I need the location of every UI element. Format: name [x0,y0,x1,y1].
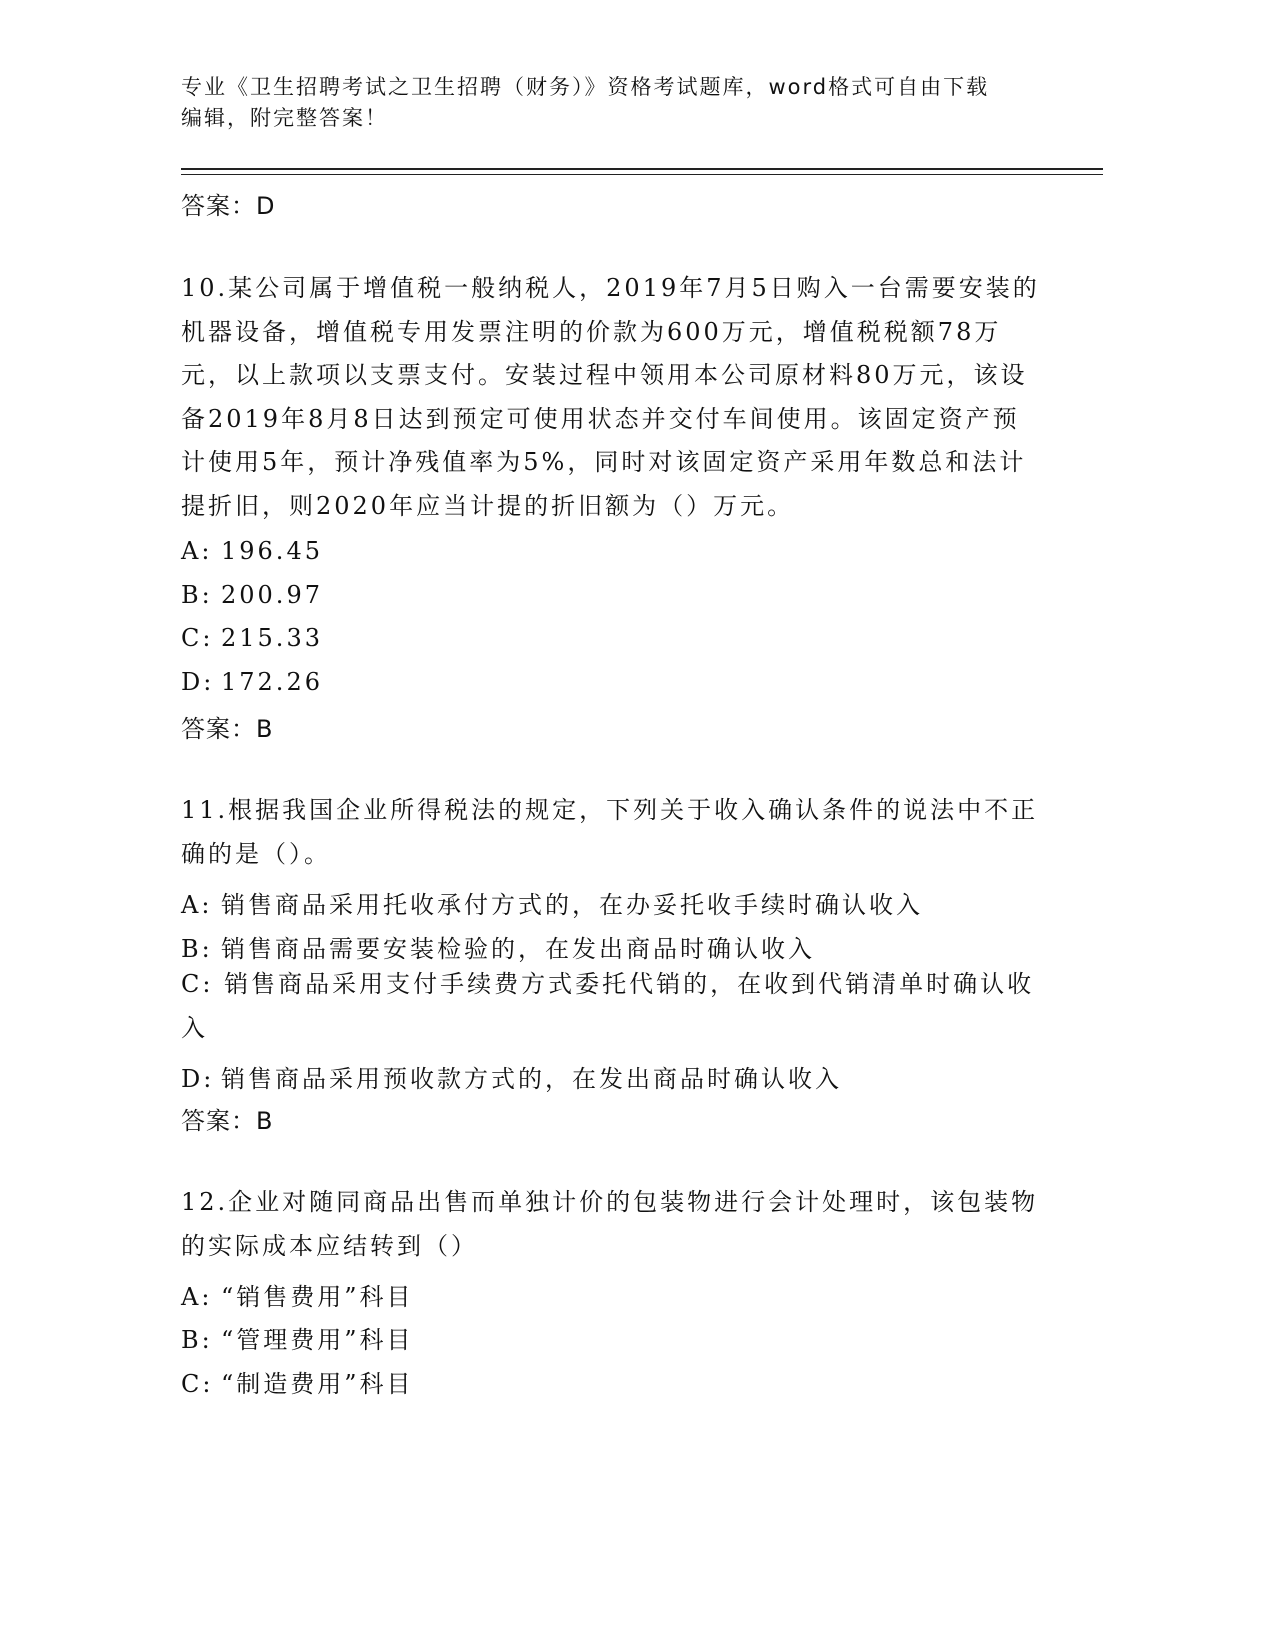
option-key: C: [181,624,214,652]
option-text: 196.45 [221,537,323,565]
option-key: A: [181,891,213,919]
option-text: 销售商品采用预收款方式的，在发出商品时确认收入 [221,1065,842,1093]
option-key: B: [181,935,213,963]
option-text: 172.26 [221,668,323,696]
option-key: A: [181,1283,213,1311]
header-line-1: 专业《卫生招聘考试之卫生招聘（财务）》资格考试题库，word格式可自由下载 [181,75,990,99]
question-11-option-a [181,885,923,920]
question-12-option-a [181,1277,414,1312]
header-line-2: 编辑，附完整答案！ [181,106,388,130]
option-text: “销售费用”科目 [221,1283,414,1311]
question-12-option-c [181,1364,414,1399]
header-rule-thin [181,174,1103,175]
question-10-option-b [181,581,323,609]
option-key: B: [181,581,213,609]
option-key: D: [181,1065,215,1093]
document-header [181,72,1041,134]
question-10-option-c [181,624,323,652]
question-10-option-d [181,668,323,696]
option-key: B: [181,1326,213,1354]
question-12-stem: 12.企业对随同商品出售而单独计价的包装物进行会计处理时，该包装物的实际成本应结转到（） [181,1188,1039,1260]
option-key: A: [181,537,213,565]
question-11-answer: 答案：B [181,1107,274,1135]
question-10-answer: 答案：B [181,715,274,743]
question-11-option-b [181,929,815,964]
question-10-option-a [181,537,323,565]
question-11-option-d [181,1059,842,1094]
option-key: C: [181,970,214,998]
previous-answer: 答案：D [181,192,276,220]
option-text: “管理费用”科目 [221,1326,414,1354]
option-text: 215.33 [221,624,323,652]
option-key: C: [181,1370,214,1398]
option-text: 200.97 [221,581,323,609]
question-11-option-c [181,963,1041,1050]
option-text: “制造费用”科目 [221,1370,414,1398]
option-text: 销售商品需要安装检验的，在发出商品时确认收入 [221,935,815,963]
option-text: 销售商品采用支付手续费方式委托代销的，在收到代销清单时确认收入 [181,970,1035,1042]
option-key: D: [181,668,215,696]
question-11-stem: 11.根据我国企业所得税法的规定，下列关于收入确认条件的说法中不正确的是（）。 [181,796,1039,868]
question-12-option-b [181,1320,414,1355]
question-10-stem: 10.某公司属于增值税一般纳税人，2019年7月5日购入一台需要安装的机器设备，增值税专用发票注明的价款为600万元，增值税税额78万元，以上款项以支票支付。安装过程中领用本公司原材料80万元，该设备2019年8月8日达到预定可使用状态并交付车间使用。该固定资产预计使用5年，预计净残值率为5%，同时对该固定资产采用年数总和法计提折旧，则2020年应当计提的折旧额为（）万元。 [181,274,1040,520]
header-rule-thick [181,168,1103,170]
option-text: 销售商品采用托收承付方式的，在办妥托收手续时确认收入 [221,891,923,919]
